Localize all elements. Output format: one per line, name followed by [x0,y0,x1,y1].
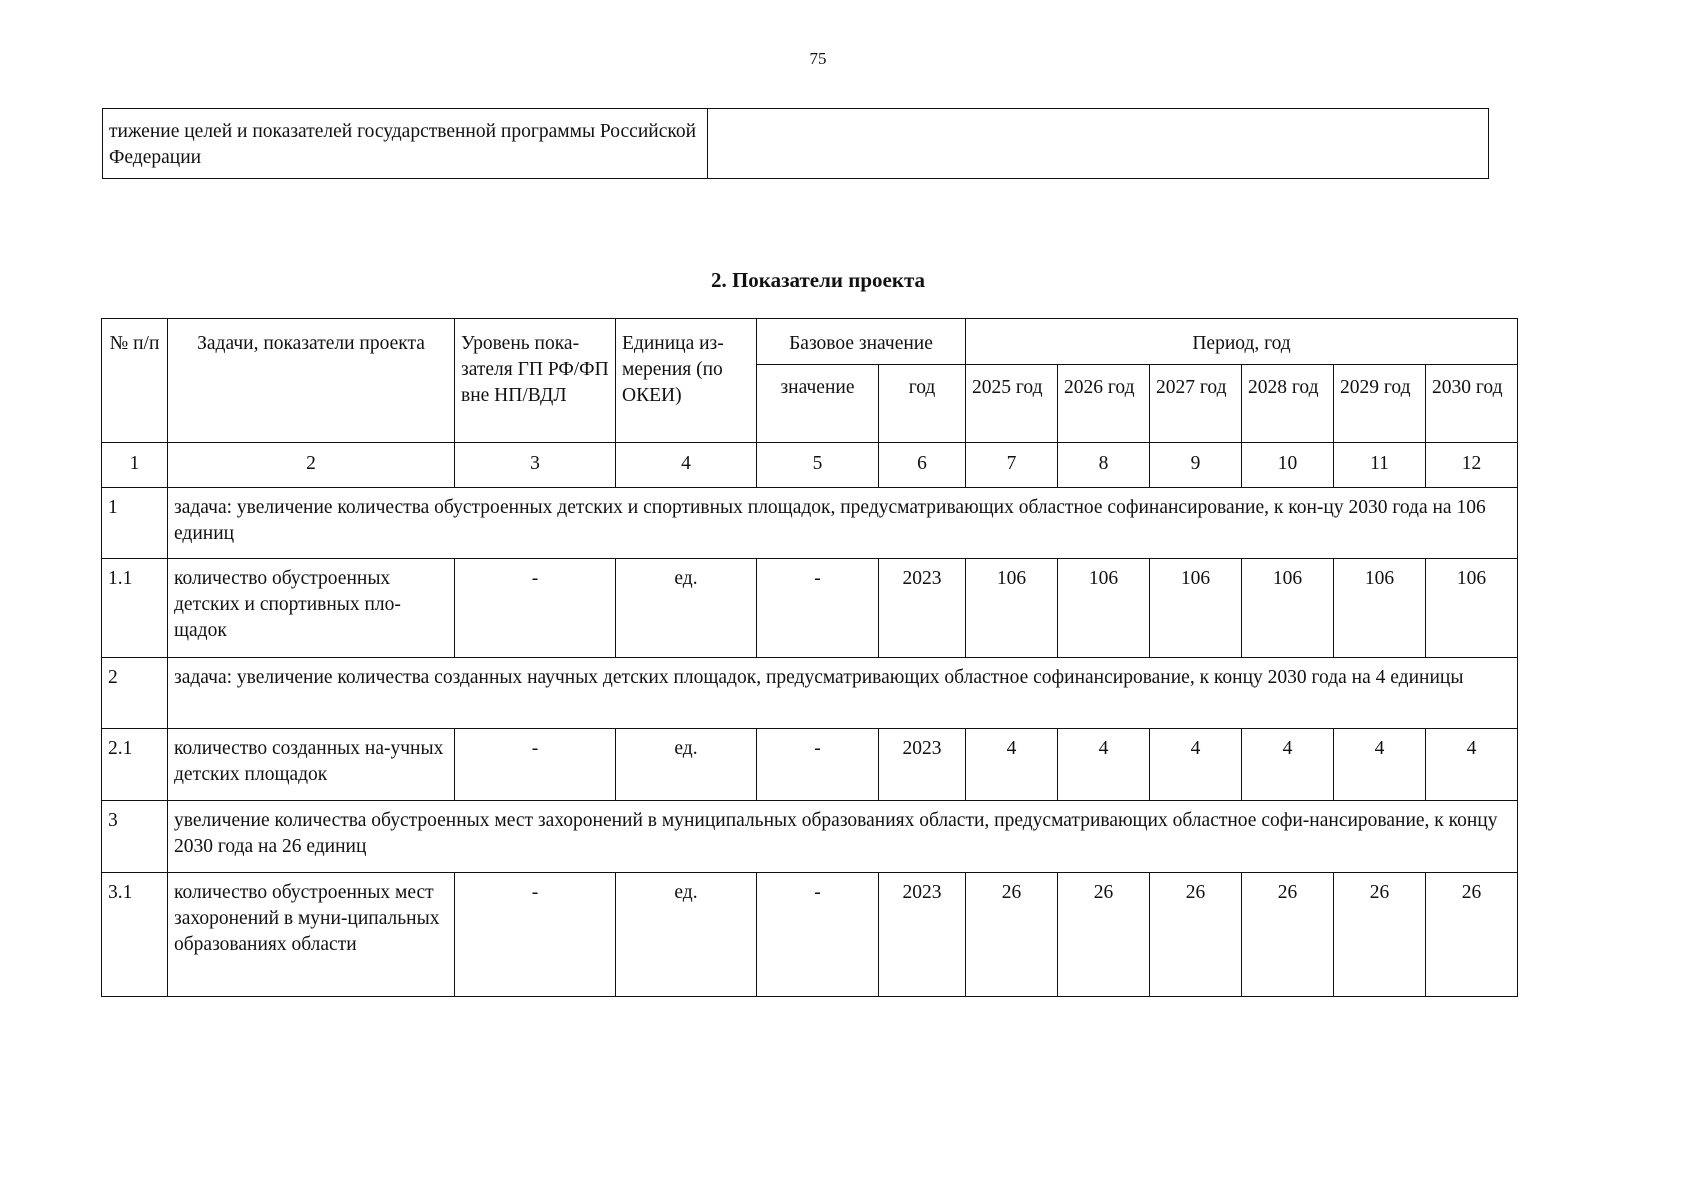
task-num: 3 [102,801,168,873]
continuation-table [102,108,1489,179]
column-number: 10 [1242,443,1334,488]
task-text: задача: увеличение количества обустроенных детских и спортивных площадок, предусматривающих областное софинансирование, к кон-цу 2030 года на 106 единиц [168,488,1518,559]
section-title: 2. Показатели проекта [710,268,926,292]
indicators-table [101,318,1518,997]
indicator-base-year: 2023 [879,873,966,997]
indicator-row [102,729,1518,801]
continuation-right-cell [708,109,1489,179]
indicator-row [102,559,1518,658]
task-text: задача: увеличение количества созданных научных детских площадок, предусматривающих областное софинансирование, к концу 2030 года на 4 единицы [168,658,1518,729]
indicator-num: 3.1 [102,873,168,997]
task-num: 1 [102,488,168,559]
indicator-value-2030: 26 [1426,873,1518,997]
task-row [102,801,1518,873]
indicator-value-2025: 26 [966,873,1058,997]
indicator-value-2026: 106 [1058,559,1150,658]
header-level: Уровень пока-зателя ГП РФ/ФП вне НП/ВДЛ [455,319,616,443]
header-base-year: год [879,365,966,443]
indicator-base-value: - [757,729,879,801]
indicator-value-2030: 4 [1426,729,1518,801]
header-unit: Единица из-мерения (по ОКЕИ) [616,319,757,443]
column-number: 11 [1334,443,1426,488]
indicator-base-value: - [757,873,879,997]
indicator-unit: ед. [616,729,757,801]
indicator-value-2029: 4 [1334,729,1426,801]
indicator-value-2028: 4 [1242,729,1334,801]
column-number: 4 [616,443,757,488]
header-year-2025: 2025 год [966,365,1058,443]
column-number: 12 [1426,443,1518,488]
indicator-name: количество обустроенных детских и спортивных пло-щадок [168,559,455,658]
task-num: 2 [102,658,168,729]
indicator-level: - [455,873,616,997]
column-number: 3 [455,443,616,488]
header-year-2027: 2027 год [1150,365,1242,443]
header-year-2026: 2026 год [1058,365,1150,443]
indicator-level: - [455,559,616,658]
indicator-level: - [455,729,616,801]
indicator-value-2026: 4 [1058,729,1150,801]
indicator-value-2029: 106 [1334,559,1426,658]
task-text: увеличение количества обустроенных мест захоронений в муниципальных образованиях области, предусматривающих областное софи-нансирование, к концу 2030 года на 26 единиц [168,801,1518,873]
task-row [102,658,1518,729]
column-number: 9 [1150,443,1242,488]
indicator-row [102,873,1518,997]
column-number: 1 [102,443,168,488]
indicator-name: количество созданных на-учных детских площадок [168,729,455,801]
header-base-value: значение [757,365,879,443]
indicator-base-year: 2023 [879,729,966,801]
indicator-base-year: 2023 [879,559,966,658]
indicator-unit: ед. [616,873,757,997]
indicator-num: 1.1 [102,559,168,658]
column-number: 5 [757,443,879,488]
column-number: 6 [879,443,966,488]
indicator-value-2030: 106 [1426,559,1518,658]
column-numbers-row [102,443,1518,488]
task-row [102,488,1518,559]
indicator-value-2025: 106 [966,559,1058,658]
header-period-group: Период, год [966,319,1518,365]
indicator-value-2027: 106 [1150,559,1242,658]
indicator-value-2027: 26 [1150,873,1242,997]
header-tasks: Задачи, показатели проекта [168,319,455,443]
header-year-2030: 2030 год [1426,365,1518,443]
column-number: 7 [966,443,1058,488]
header-year-2028: 2028 год [1242,365,1334,443]
indicator-value-2025: 4 [966,729,1058,801]
page-number: 75 [809,49,827,68]
indicator-name: количество обустроенных мест захоронений в муни-ципальных образованиях области [168,873,455,997]
indicator-value-2027: 4 [1150,729,1242,801]
indicator-value-2026: 26 [1058,873,1150,997]
indicator-value-2029: 26 [1334,873,1426,997]
indicator-unit: ед. [616,559,757,658]
header-year-2029: 2029 год [1334,365,1426,443]
column-number: 8 [1058,443,1150,488]
indicator-num: 2.1 [102,729,168,801]
continuation-left-cell: тижение целей и показателей государственной программы Российской Федерации [103,109,708,179]
indicator-value-2028: 106 [1242,559,1334,658]
indicator-value-2028: 26 [1242,873,1334,997]
header-base-value-group: Базовое значение [757,319,966,365]
indicator-base-value: - [757,559,879,658]
column-number: 2 [168,443,455,488]
header-num: № п/п [102,319,168,443]
